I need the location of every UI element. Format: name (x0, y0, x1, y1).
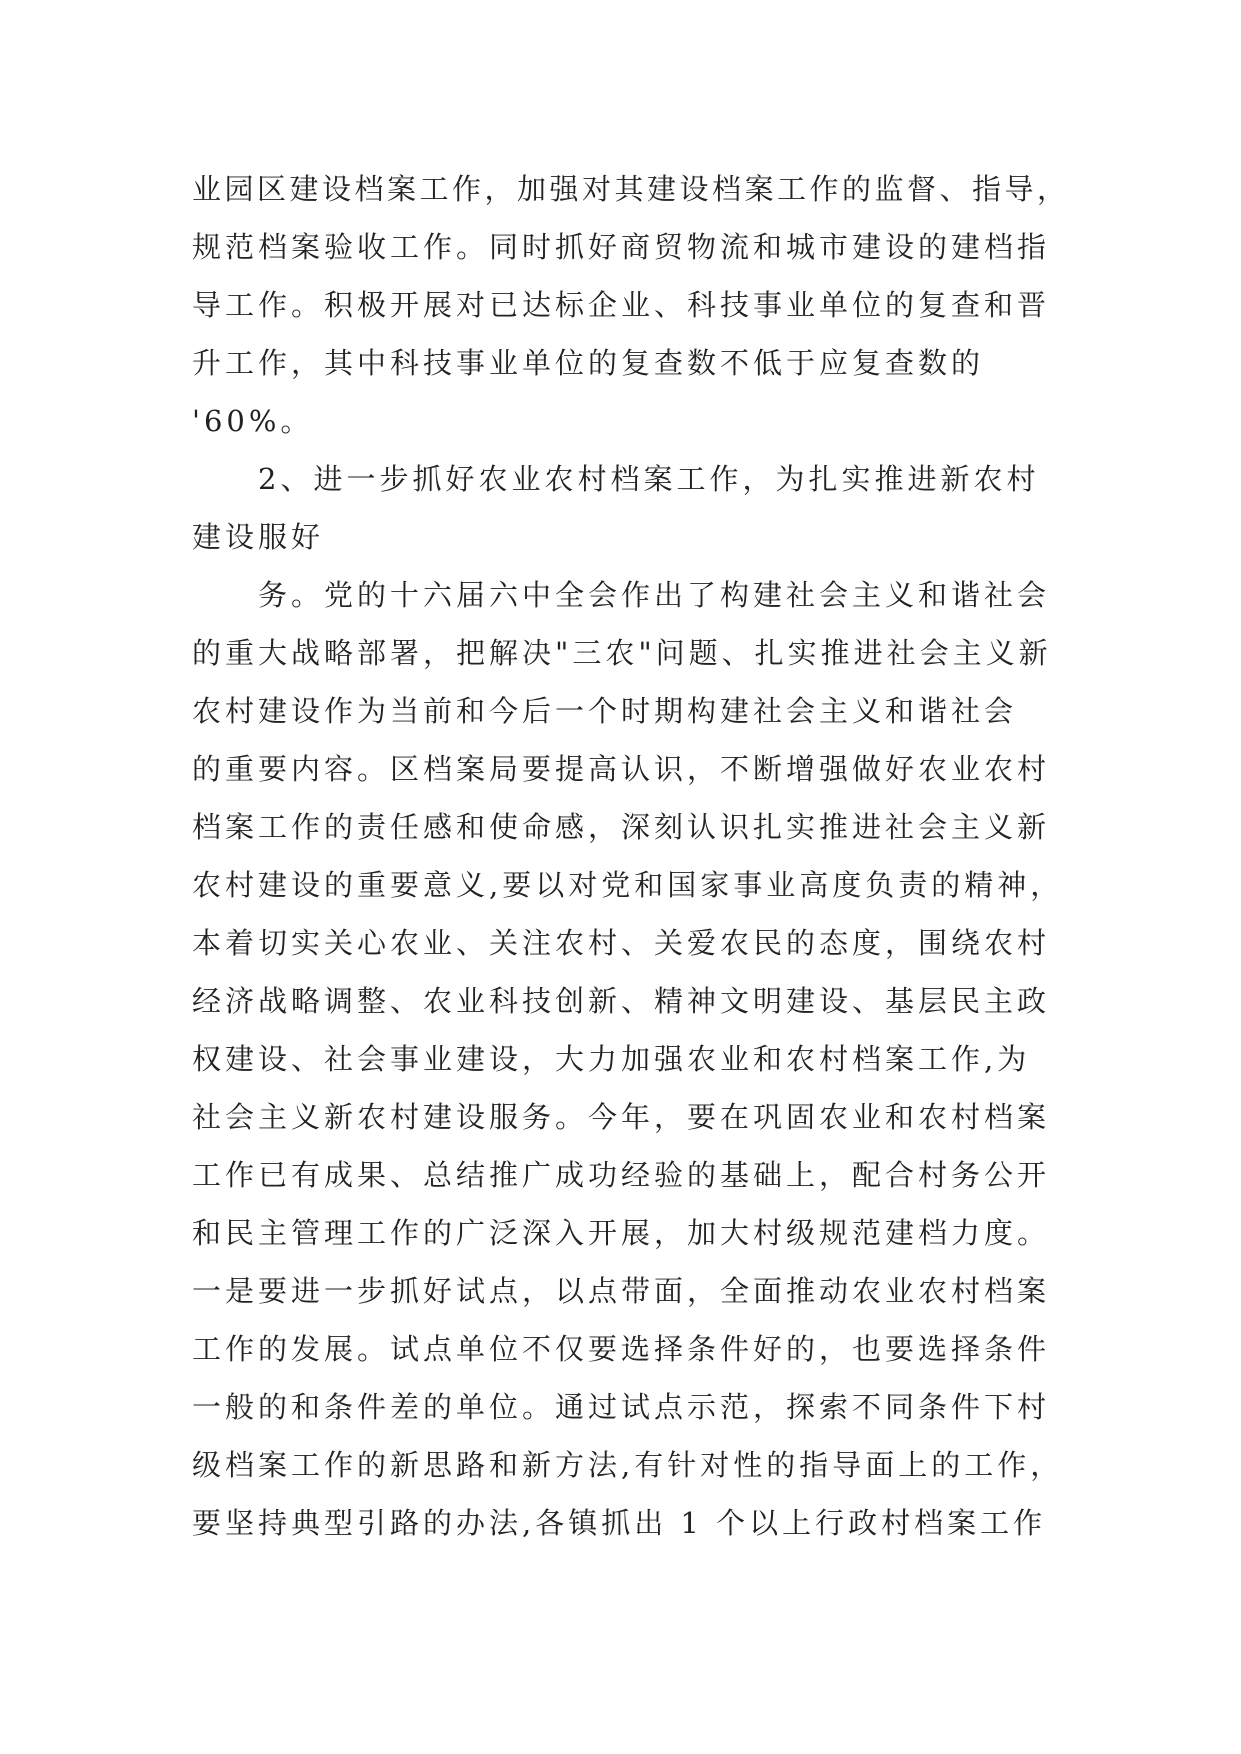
text-line: 升工作，其中科技事业单位的复查数不低于应复查数的 (192, 346, 985, 380)
text-line: 档案工作的责任感和使命感，深刻认识扎实推进社会主义新 (192, 810, 1051, 844)
section-heading-line: 2、进一步抓好农业农村档案工作，为扎实推进新农村 (258, 462, 1040, 496)
text-line: 级档案工作的新思路和新方法,有针对性的指导面上的工作， (192, 1448, 1064, 1482)
text-line: 经济战略调整、农业科技创新、精神文明建设、基层民主政 (192, 984, 1051, 1018)
text-line: 规范档案验收工作。同时抓好商贸物流和城市建设的建档指 (192, 230, 1051, 264)
text-line: 的重要内容。区档案局要提高认识，不断增强做好农业农村 (192, 752, 1051, 786)
text-line: 一般的和条件差的单位。通过试点示范，探索不同条件下村 (192, 1390, 1051, 1424)
text-line: 要坚持典型引路的办法,各镇抓出 1 个以上行政村档案工作 (192, 1506, 1047, 1540)
text-line: '60%。 (192, 404, 314, 438)
section-heading-line: 建设服好 (192, 520, 325, 554)
text-line: 一是要进一步抓好试点，以点带面，全面推动农业农村档案 (192, 1274, 1051, 1308)
text-line: 和民主管理工作的广泛深入开展，加大村级规范建档力度。 (192, 1216, 1051, 1250)
text-line: 导工作。积极开展对已达标企业、科技事业单位的复查和晋 (192, 288, 1051, 322)
text-line: 社会主义新农村建设服务。今年，要在巩固农业和农村档案 (192, 1100, 1051, 1134)
body-text (192, 160, 1072, 1552)
text-line: 的重大战略部署，把解决"三农"问题、扎实推进社会主义新 (192, 636, 1052, 670)
text-line: 业园区建设档案工作，加强对其建设档案工作的监督、指导， (192, 172, 1070, 206)
text-line: 务。党的十六届六中全会作出了构建社会主义和谐社会 (258, 578, 1051, 612)
text-line: 权建设、社会事业建设，大力加强农业和农村档案工作,为 (192, 1042, 1031, 1076)
text-line: 本着切实关心农业、关注农村、关爱农民的态度，围绕农村 (192, 926, 1051, 960)
text-line: 工作已有成果、总结推广成功经验的基础上，配合村务公开 (192, 1158, 1051, 1192)
text-line: 工作的发展。试点单位不仅要选择条件好的，也要选择条件 (192, 1332, 1051, 1366)
text-line: 农村建设作为当前和今后一个时期构建社会主义和谐社会 (192, 694, 1018, 728)
text-line: 农村建设的重要意义,要以对党和国家事业高度负责的精神， (192, 868, 1064, 902)
